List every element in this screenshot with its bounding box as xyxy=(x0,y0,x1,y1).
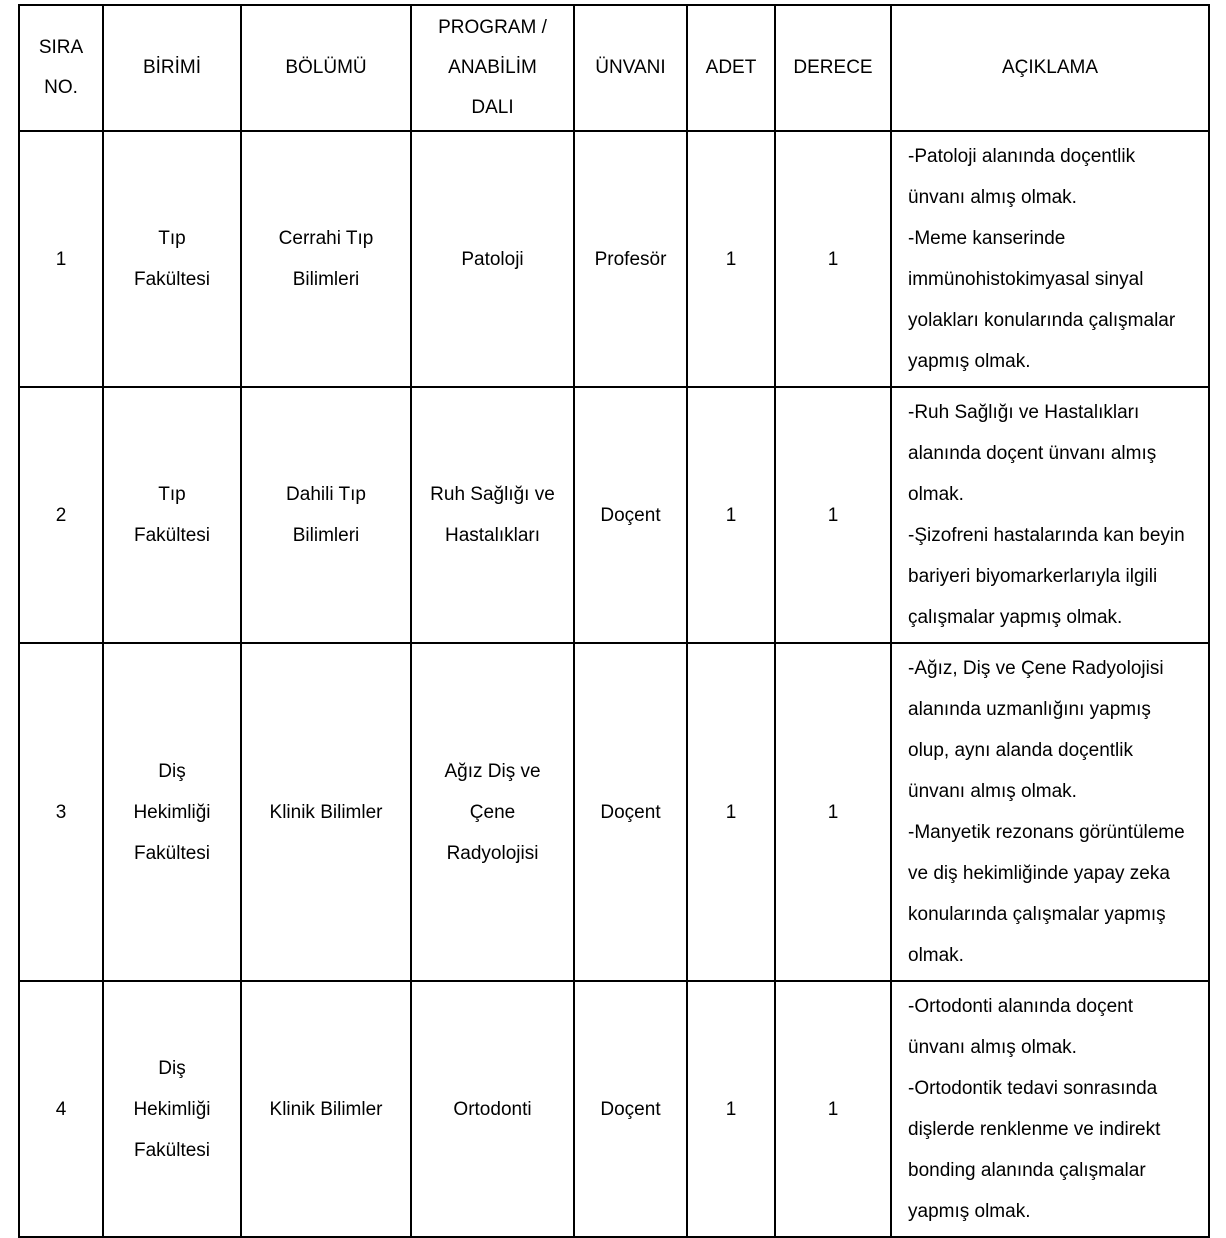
cell-aciklama xyxy=(891,643,1209,981)
header-birimi: BİRİMİ xyxy=(103,5,241,131)
aciklama-line: yolakları konularında çalışmalar xyxy=(908,310,1176,331)
cell-derece: 1 xyxy=(775,981,891,1237)
cell-sira-no: 2 xyxy=(19,387,103,643)
header-program-line: PROGRAM / xyxy=(438,17,547,38)
cell-bolumu-line: Klinik Bilimler xyxy=(269,801,383,823)
header-sira-no xyxy=(19,5,103,131)
header-aciklama: AÇIKLAMA xyxy=(891,5,1209,131)
aciklama-line: -Patoloji alanında doçentlik xyxy=(908,146,1136,167)
aciklama-line: olup, aynı alanda doçentlik xyxy=(908,740,1133,761)
cell-program xyxy=(411,387,574,643)
header-program-line: DALI xyxy=(471,97,514,118)
header-adet: ADET xyxy=(687,5,775,131)
aciklama-line: ünvanı almış olmak. xyxy=(908,1037,1077,1058)
aciklama-line: -Manyetik rezonans görüntüleme xyxy=(908,822,1185,843)
cell-aciklama xyxy=(891,131,1209,387)
header-sira-no-line: SIRA xyxy=(38,37,84,58)
aciklama-line: olmak. xyxy=(908,945,964,966)
table-row xyxy=(19,131,1209,387)
header-sira-no-line: NO. xyxy=(44,77,78,98)
cell-bolumu xyxy=(241,643,411,981)
cell-program xyxy=(411,643,574,981)
cell-birimi-line: Fakültesi xyxy=(133,269,211,290)
cell-program-line: Radyolojisi xyxy=(446,842,539,864)
cell-bolumu xyxy=(241,131,411,387)
aciklama-line: çalışmalar yapmış olmak. xyxy=(908,607,1123,628)
aciklama-line: ünvanı almış olmak. xyxy=(908,187,1077,208)
aciklama-line: ve diş hekimliğinde yapay zeka xyxy=(908,863,1170,884)
cell-bolumu-line: Dahili Tıp xyxy=(286,484,366,505)
cell-bolumu-line: Bilimleri xyxy=(292,269,360,290)
header-derece: DERECE xyxy=(775,5,891,131)
cell-derece: 1 xyxy=(775,387,891,643)
cell-program-line: Ruh Sağlığı ve xyxy=(430,484,555,505)
aciklama-line: -Ağız, Diş ve Çene Radyolojisi xyxy=(908,658,1164,679)
cell-program-line: Hastalıkları xyxy=(444,525,541,546)
cell-birimi xyxy=(103,131,241,387)
header-unvani: ÜNVANI xyxy=(574,5,687,131)
cell-adet: 1 xyxy=(687,387,775,643)
cell-unvani: Doçent xyxy=(574,981,687,1237)
cell-bolumu-line: Klinik Bilimler xyxy=(269,1098,383,1120)
cell-birimi xyxy=(103,643,241,981)
aciklama-line: dişlerde renklenme ve indirekt xyxy=(908,1119,1161,1140)
aciklama-line: -Ruh Sağlığı ve Hastalıkları xyxy=(908,402,1140,423)
cell-program-line: Çene xyxy=(469,801,516,823)
cell-derece: 1 xyxy=(775,643,891,981)
cell-birimi-line: Diş xyxy=(158,1057,186,1079)
cell-sira-no: 3 xyxy=(19,643,103,981)
cell-birimi xyxy=(103,981,241,1237)
cell-birimi-line: Hekimliği xyxy=(133,801,211,823)
aciklama-line: alanında doçent ünvanı almış xyxy=(908,443,1157,464)
cell-sira-no: 1 xyxy=(19,131,103,387)
cell-birimi-line: Hekimliği xyxy=(133,1098,211,1120)
cell-adet: 1 xyxy=(687,643,775,981)
cell-program xyxy=(411,131,574,387)
cell-unvani: Doçent xyxy=(574,643,687,981)
aciklama-line: -Meme kanserinde xyxy=(908,228,1066,249)
cell-birimi-line: Tıp xyxy=(158,484,186,505)
cell-unvani: Profesör xyxy=(574,131,687,387)
cell-bolumu-line: Bilimleri xyxy=(292,525,360,546)
header-bolumu: BÖLÜMÜ xyxy=(241,5,411,131)
header-program xyxy=(411,5,574,131)
aciklama-line: bariyeri biyomarkerlarıyla ilgili xyxy=(908,566,1158,587)
cell-birimi-line: Fakültesi xyxy=(133,842,211,864)
cell-birimi-line: Diş xyxy=(158,760,186,782)
cell-bolumu xyxy=(241,387,411,643)
cell-aciklama xyxy=(891,387,1209,643)
cell-birimi-line: Tıp xyxy=(158,228,186,249)
cell-unvani: Doçent xyxy=(574,387,687,643)
cell-birimi-line: Fakültesi xyxy=(133,525,211,546)
cell-birimi xyxy=(103,387,241,643)
cell-adet: 1 xyxy=(687,981,775,1237)
table-row xyxy=(19,981,1209,1237)
cell-adet: 1 xyxy=(687,131,775,387)
cell-program xyxy=(411,981,574,1237)
cell-bolumu xyxy=(241,981,411,1237)
aciklama-line: alanında uzmanlığını yapmış xyxy=(908,699,1151,720)
aciklama-line: yapmış olmak. xyxy=(908,1201,1031,1222)
cell-sira-no: 4 xyxy=(19,981,103,1237)
cell-program-line: Ağız Diş ve xyxy=(444,760,541,782)
aciklama-line: -Ortodontik tedavi sonrasında xyxy=(908,1078,1158,1099)
aciklama-line: konularında çalışmalar yapmış xyxy=(908,904,1166,925)
header-program-line: ANABİLİM xyxy=(448,57,537,78)
table-row xyxy=(19,643,1209,981)
cell-program-line: Patoloji xyxy=(461,248,524,270)
aciklama-line: yapmış olmak. xyxy=(908,351,1031,372)
cell-birimi-line: Fakültesi xyxy=(133,1139,211,1161)
header-row xyxy=(19,5,1209,131)
aciklama-line: ünvanı almış olmak. xyxy=(908,781,1077,802)
cell-derece: 1 xyxy=(775,131,891,387)
aciklama-line: olmak. xyxy=(908,484,964,505)
cell-aciklama xyxy=(891,981,1209,1237)
cell-program-line: Ortodonti xyxy=(453,1098,532,1120)
aciklama-line: -Ortodonti alanında doçent xyxy=(908,996,1133,1017)
position-table xyxy=(18,4,1210,1238)
cell-bolumu-line: Cerrahi Tıp xyxy=(278,228,374,249)
aciklama-line: bonding alanında çalışmalar xyxy=(908,1160,1146,1181)
aciklama-line: -Şizofreni hastalarında kan beyin xyxy=(908,525,1185,546)
table-row xyxy=(19,387,1209,643)
aciklama-line: immünohistokimyasal sinyal xyxy=(908,269,1144,290)
